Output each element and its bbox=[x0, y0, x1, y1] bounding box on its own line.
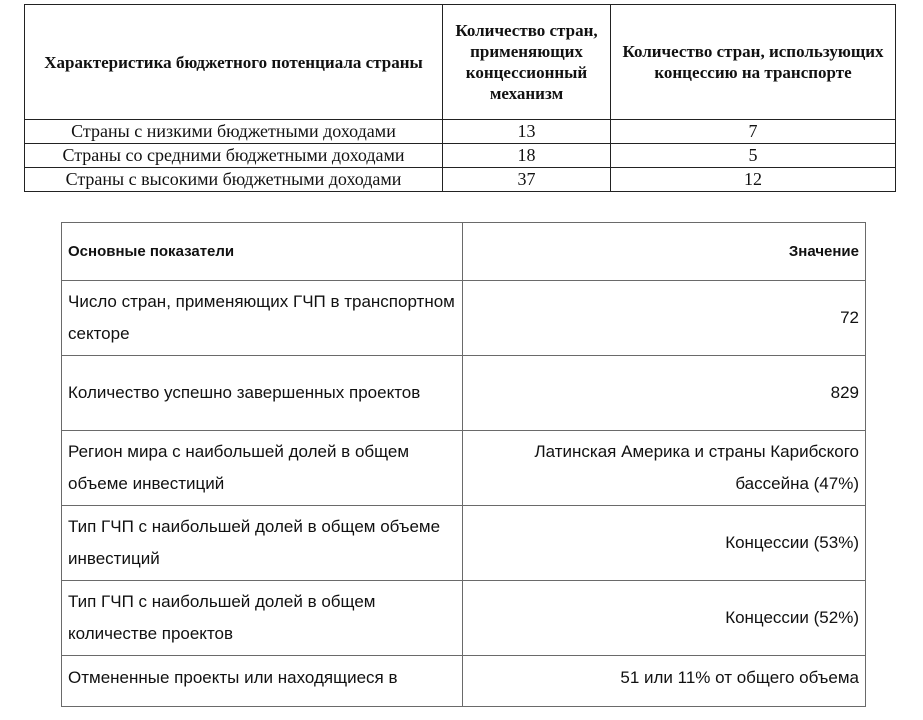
indicator-label: Число стран, применяющих ГЧП в транспортном секторе bbox=[62, 281, 463, 356]
table-row bbox=[62, 581, 866, 656]
row-label: Страны со средними бюджетными доходами bbox=[25, 144, 443, 168]
header-indicators: Основные показатели bbox=[62, 223, 463, 281]
table-row bbox=[62, 431, 866, 506]
concession-count: 13 bbox=[443, 120, 611, 144]
transport-count: 5 bbox=[611, 144, 896, 168]
header-budget-characteristic: Характеристика бюджетного потенциала страны bbox=[25, 5, 443, 120]
indicator-label: Регион мира с наибольшей долей в общем объеме инвестиций bbox=[62, 431, 463, 506]
transport-count: 12 bbox=[611, 168, 896, 192]
indicator-value: 51 или 11% от общего объема bbox=[463, 656, 866, 707]
budget-potential-table bbox=[24, 4, 896, 192]
indicator-label: Отмененные проекты или находящиеся в bbox=[62, 656, 463, 707]
indicator-value: 72 bbox=[463, 281, 866, 356]
row-label: Страны с высокими бюджетными доходами bbox=[25, 168, 443, 192]
transport-count: 7 bbox=[611, 120, 896, 144]
table2-header-row bbox=[62, 223, 866, 281]
concession-count: 18 bbox=[443, 144, 611, 168]
indicator-value: Концессии (53%) bbox=[463, 506, 866, 581]
table-row bbox=[62, 356, 866, 431]
header-transport-concession-countries: Количество стран, использующих концессию на транспорте bbox=[611, 5, 896, 120]
ppp-indicators-table bbox=[61, 222, 866, 707]
indicator-label: Количество успешно завершенных проектов bbox=[62, 356, 463, 431]
header-value: Значение bbox=[463, 223, 866, 281]
header-concession-countries: Количество стран, применяющих концессионный механизм bbox=[443, 5, 611, 120]
indicator-value: 829 bbox=[463, 356, 866, 431]
table-row bbox=[25, 168, 896, 192]
table-row bbox=[62, 281, 866, 356]
table-row bbox=[62, 506, 866, 581]
indicator-label: Тип ГЧП с наибольшей долей в общем объеме инвестиций bbox=[62, 506, 463, 581]
table-row bbox=[25, 144, 896, 168]
indicator-label: Тип ГЧП с наибольшей долей в общем количестве проектов bbox=[62, 581, 463, 656]
table1-header-row bbox=[25, 5, 896, 120]
indicator-value: Латинская Америка и страны Карибского бассейна (47%) bbox=[463, 431, 866, 506]
concession-count: 37 bbox=[443, 168, 611, 192]
row-label: Страны с низкими бюджетными доходами bbox=[25, 120, 443, 144]
indicator-value: Концессии (52%) bbox=[463, 581, 866, 656]
table-row bbox=[25, 120, 896, 144]
table-row bbox=[62, 656, 866, 707]
